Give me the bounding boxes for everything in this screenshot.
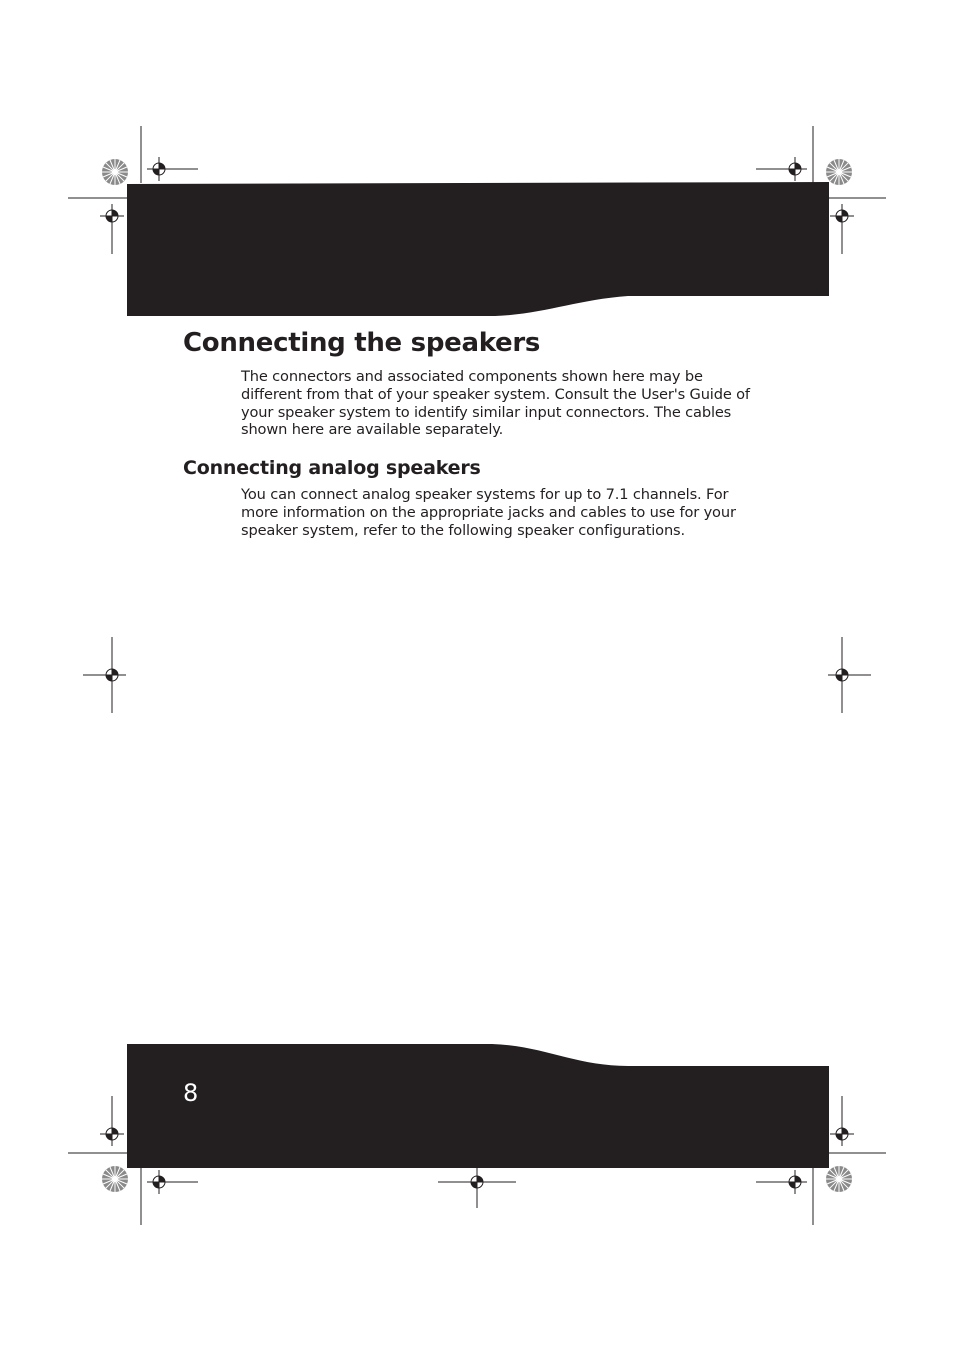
- header-band: [127, 182, 829, 316]
- page-number: 8: [183, 1079, 199, 1107]
- footer-band: [127, 1044, 829, 1168]
- page-title: Connecting the speakers: [183, 328, 541, 358]
- section-paragraph: You can connect analog speaker systems for up to 7.1 channels. For more information on the appropriate jacks and cables to use for your speaker system, refer to the following speaker configurations.: [241, 486, 736, 539]
- section-heading: Connecting analog speakers: [183, 457, 481, 479]
- intro-paragraph: The connectors and associated components shown here may be different from that of your speaker system. Consult the User's Guide of your speaker system to identify similar input connectors. The cables shown here are available separately.: [241, 368, 750, 439]
